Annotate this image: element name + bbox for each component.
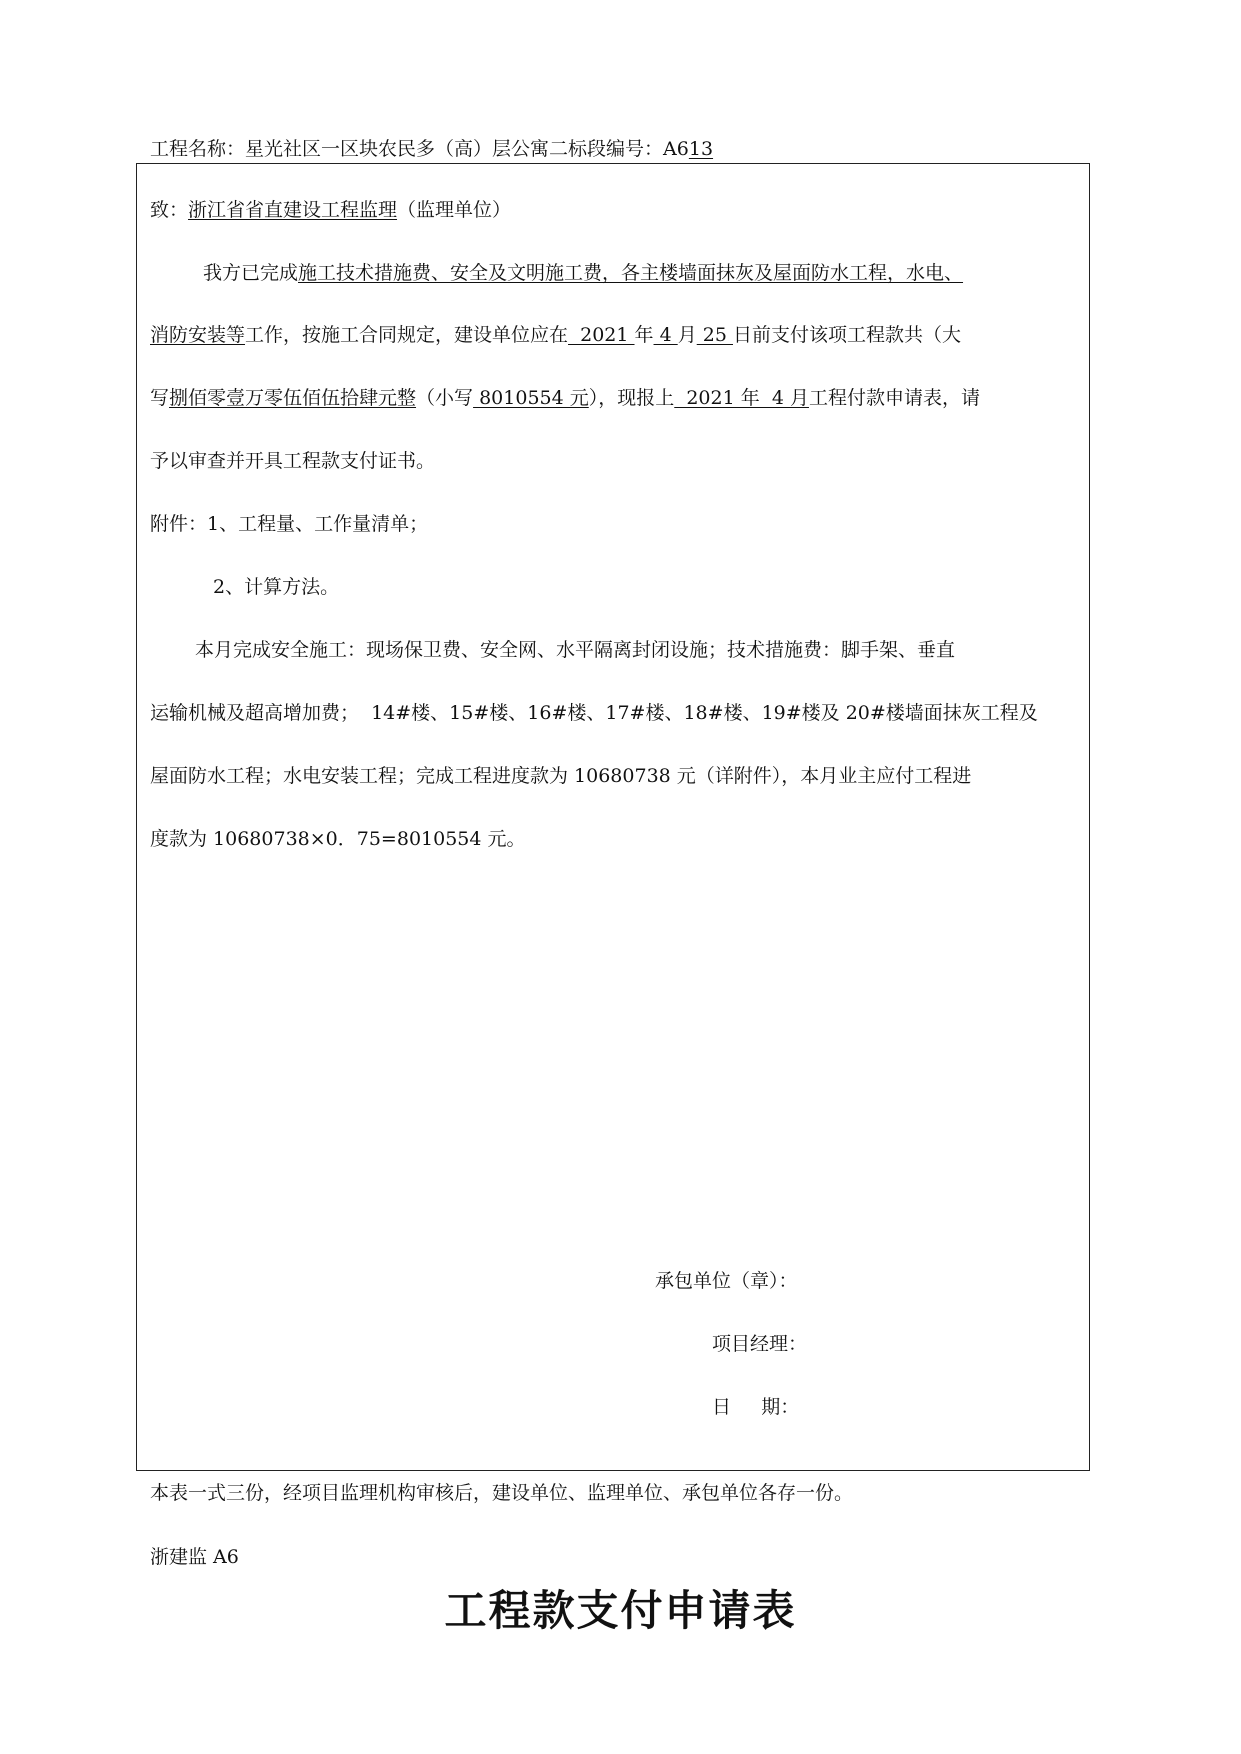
due-month: 4 (653, 324, 678, 346)
attachment-item-1: 附件：1、工程量、工作量清单； (150, 513, 429, 535)
completed-work-text-cont: 消防安装等 (150, 324, 246, 346)
code-label: 编号： (606, 138, 664, 160)
addressee-line (150, 195, 511, 222)
supervisor-name: 浙江省省直建设工程监理 (188, 199, 398, 221)
project-name: 星光社区一区块农民多（高）层公寓二标段 (245, 138, 607, 160)
contractor-seal-label: 承包单位（章）： (655, 1270, 798, 1292)
monthly-note-line-4: 度款为 10680738×0．75=8010554 元。 (150, 828, 526, 850)
project-label: 工程名称： (150, 138, 246, 160)
billing-period: 2021 年 4 月 (674, 387, 809, 409)
paragraph-line-3 (150, 383, 980, 410)
due-day: 25 (696, 324, 733, 346)
to-label: 致： (150, 199, 189, 221)
monthly-note-line-1: 本月完成安全施工：现场保卫费、安全网、水平隔离封闭设施；技术措施费：脚手架、垂直 (195, 639, 956, 661)
application-form-box (136, 163, 1090, 1471)
supervisor-suffix: （监理单位） (397, 199, 512, 221)
project-header (150, 134, 713, 161)
completed-work-text: 施工技术措施费、安全及文明施工费，各主楼墙面抹灰及屋面防水工程，水电、 (298, 262, 964, 284)
paragraph-text: 工作，按施工合同规定，建设单位应在 (245, 324, 569, 346)
document-title: 工程款支付申请表 (444, 1586, 797, 1635)
year-unit: 年 (634, 324, 654, 346)
copies-note: 本表一式三份，经项目监理机构审核后，建设单位、监理单位、承包单位各存一份。 (150, 1482, 854, 1504)
paragraph-line-2 (150, 320, 961, 347)
paragraph-text: 我方已完成 (203, 262, 299, 284)
amount-in-digits: 8010554 元 (473, 387, 589, 409)
paragraph-text: 写 (150, 387, 170, 409)
monthly-note-line-3: 屋面防水工程；水电安装工程；完成工程进度款为 10680738 元（详附件），本月业主应付工程进 (150, 765, 972, 787)
form-code: 浙建监 A6 (150, 1546, 239, 1568)
month-unit: 月 (677, 324, 697, 346)
paragraph-text: 日前支付该项工程款共（大 (732, 324, 961, 346)
attachment-item-2: 2、计算方法。 (213, 576, 340, 598)
date-label: 日 期： (712, 1396, 800, 1418)
paragraph-text: ），现报上 (588, 387, 675, 409)
amount-in-words: 捌佰零壹万零伍佰伍拾肆元整 (169, 387, 417, 409)
code-value: 13 (688, 138, 714, 160)
paragraph-text: （小写 (416, 387, 474, 409)
paragraph-line-4: 予以审查并开具工程款支付证书。 (150, 450, 436, 472)
paragraph-text: 工程付款申请表，请 (808, 387, 980, 409)
code-prefix: A6 (663, 138, 689, 160)
due-year: 2021 (568, 324, 635, 346)
paragraph-line-1 (203, 258, 963, 285)
project-manager-label: 项目经理： (712, 1333, 808, 1355)
monthly-note-line-2: 运输机械及超高增加费； 14#楼、15#楼、16#楼、17#楼、18#楼、19#楼及 20#楼墙面抹灰工程及 (150, 702, 1038, 724)
